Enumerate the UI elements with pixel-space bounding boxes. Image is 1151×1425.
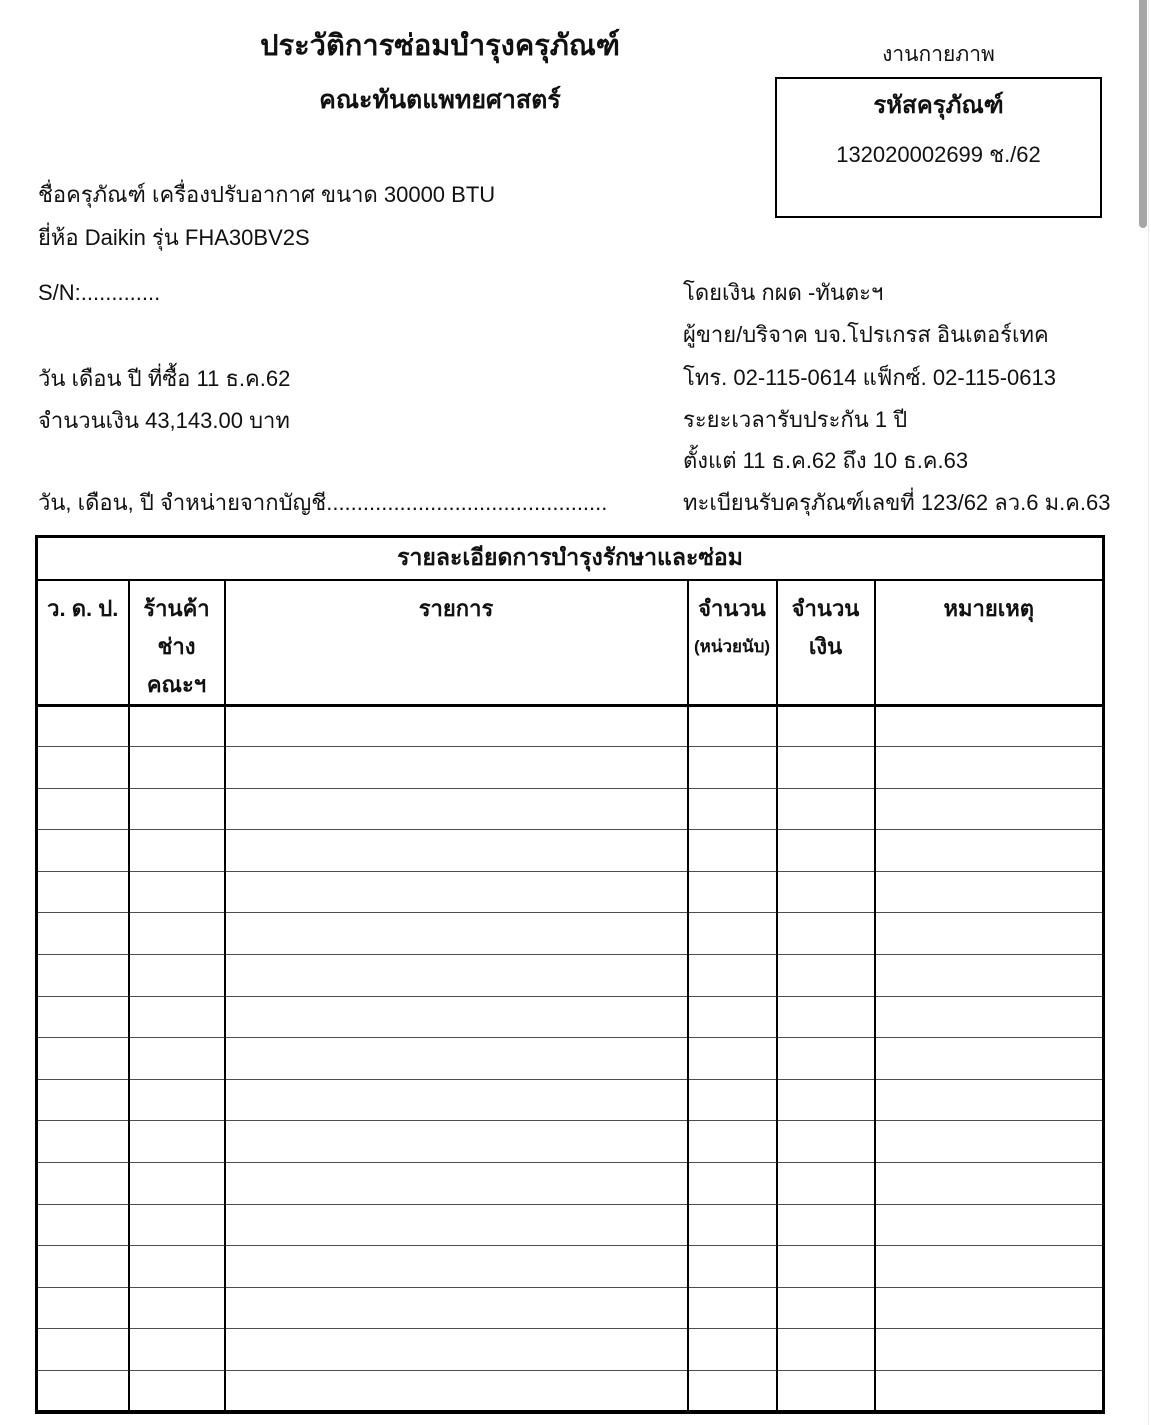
table-cell [875, 705, 1104, 747]
table-cell [225, 788, 688, 830]
table-cell [37, 955, 129, 997]
doc-subtitle: คณะทันตแพทยศาสตร์ [319, 86, 561, 114]
table-row [37, 1163, 1104, 1205]
table-cell [37, 747, 129, 789]
brand-model-line: ยี่ห้อ Daikin รุ่น FHA30BV2S [38, 225, 310, 250]
asset-code-box [775, 77, 1102, 218]
fund-source-line: โดยเงิน กผด -ทันตะฯ [683, 280, 884, 305]
table-cell [777, 788, 875, 830]
serial-number-line: S/N:............. [38, 280, 161, 305]
table-cell [37, 1121, 129, 1163]
table-row [37, 830, 1104, 872]
table-row [37, 1121, 1104, 1163]
section-label: งานกายภาพ [882, 43, 995, 66]
table-cell [225, 705, 688, 747]
table-row [37, 996, 1104, 1038]
table-cell [777, 996, 875, 1038]
table-cell [688, 1246, 777, 1288]
table-row [37, 1371, 1104, 1413]
table-cell [225, 1121, 688, 1163]
table-cell [225, 913, 688, 955]
table-cell [37, 1079, 129, 1121]
table-cell [129, 1204, 225, 1246]
table-cell [875, 1329, 1104, 1371]
table-row [37, 1329, 1104, 1371]
table-cell [688, 1371, 777, 1413]
table-cell [129, 830, 225, 872]
table-cell [129, 705, 225, 747]
table-cell [777, 1163, 875, 1205]
table-cell [225, 1038, 688, 1080]
table-cell [225, 1204, 688, 1246]
table-cell [875, 1371, 1104, 1413]
table-cell [129, 955, 225, 997]
table-cell [37, 705, 129, 747]
table-cell [225, 747, 688, 789]
table-cell [875, 1079, 1104, 1121]
column-header-remark: หมายเหตุ [875, 580, 1104, 706]
disposal-date-line: วัน, เดือน, ปี จำหน่ายจากบัญชี.............................................. [38, 490, 608, 515]
phone-fax-line: โทร. 02-115-0614 แฟ็กซ์. 02-115-0613 [683, 365, 1056, 390]
table-cell [688, 996, 777, 1038]
table-cell [875, 955, 1104, 997]
table-cell [875, 1287, 1104, 1329]
table-cell [225, 996, 688, 1038]
table-cell [875, 1121, 1104, 1163]
table-cell [225, 1246, 688, 1288]
table-cell [37, 788, 129, 830]
table-cell [37, 913, 129, 955]
table-cell [37, 1246, 129, 1288]
column-header-item: รายการ [225, 580, 688, 706]
table-cell [129, 788, 225, 830]
warranty-line: ระยะเวลารับประกัน 1 ปี [683, 407, 908, 432]
column-header-amount: จำนวนเงิน [777, 580, 875, 706]
scrollbar-track[interactable] [1148, 0, 1149, 1425]
table-cell [777, 1079, 875, 1121]
table-cell [225, 955, 688, 997]
table-cell [129, 1121, 225, 1163]
column-header-date: ว. ด. ป. [37, 580, 129, 706]
asset-code-value: 132020002699 ช./62 [836, 142, 1041, 167]
table-row [37, 955, 1104, 997]
table-cell [129, 1079, 225, 1121]
table-cell [37, 1329, 129, 1371]
table-row [37, 1038, 1104, 1080]
table-cell [129, 1371, 225, 1413]
table-cell [688, 788, 777, 830]
table-cell [875, 830, 1104, 872]
table-cell [688, 1163, 777, 1205]
table-title-row [37, 537, 1104, 580]
table-cell [777, 871, 875, 913]
table-cell [225, 1287, 688, 1329]
table-header-row [37, 580, 1104, 706]
table-cell [129, 1163, 225, 1205]
table-row [37, 1204, 1104, 1246]
table-cell [129, 996, 225, 1038]
table-cell [129, 1329, 225, 1371]
table-cell [777, 747, 875, 789]
doc-title: ประวัติการซ่อมบำรุงครุภัณฑ์ [260, 30, 620, 62]
table-cell [688, 1329, 777, 1371]
table-cell [37, 1204, 129, 1246]
table-cell [688, 705, 777, 747]
maintenance-table [35, 535, 1105, 1414]
registration-line: ทะเบียนรับครุภัณฑ์เลขที่ 123/62 ลว.6 ม.ค.63 [683, 490, 1111, 515]
table-cell [37, 1287, 129, 1329]
table-cell [688, 871, 777, 913]
table-cell [875, 1163, 1104, 1205]
maintenance-table-body [37, 705, 1104, 1412]
table-cell [225, 1079, 688, 1121]
table-cell [37, 871, 129, 913]
equipment-name-line: ชื่อครุภัณฑ์ เครื่องปรับอากาศ ขนาด 30000 BTU [38, 182, 496, 207]
warranty-period-line: ตั้งแต่ 11 ธ.ค.62 ถึง 10 ธ.ค.63 [683, 448, 969, 473]
purchase-date-line: วัน เดือน ปี ที่ซื้อ 11 ธ.ค.62 [38, 366, 291, 391]
table-cell [688, 1079, 777, 1121]
table-cell [225, 1329, 688, 1371]
table-row [37, 1246, 1104, 1288]
table-cell [37, 996, 129, 1038]
table-cell [688, 1287, 777, 1329]
table-row [37, 1079, 1104, 1121]
amount-line: จำนวนเงิน 43,143.00 บาท [38, 408, 290, 433]
table-cell [688, 955, 777, 997]
table-cell [688, 913, 777, 955]
table-cell [129, 1038, 225, 1080]
table-cell [129, 747, 225, 789]
column-header-shop: ร้านค้า ช่างคณะฯ [129, 580, 225, 706]
table-row [37, 871, 1104, 913]
table-cell [37, 830, 129, 872]
table-cell [225, 871, 688, 913]
table-title: รายละเอียดการบำรุงรักษาและซ่อม [37, 537, 1104, 580]
table-cell [875, 1246, 1104, 1288]
table-cell [688, 830, 777, 872]
table-cell [777, 705, 875, 747]
table-cell [37, 1163, 129, 1205]
table-cell [875, 913, 1104, 955]
table-cell [129, 1246, 225, 1288]
table-cell [777, 913, 875, 955]
table-cell [688, 747, 777, 789]
table-cell [777, 1121, 875, 1163]
table-cell [688, 1121, 777, 1163]
table-cell [688, 1204, 777, 1246]
table-cell [875, 747, 1104, 789]
table-row [37, 913, 1104, 955]
table-row [37, 747, 1104, 789]
table-cell [777, 1204, 875, 1246]
table-cell [875, 788, 1104, 830]
table-cell [225, 1371, 688, 1413]
table-cell [225, 830, 688, 872]
table-cell [875, 996, 1104, 1038]
table-cell [37, 1038, 129, 1080]
table-cell [688, 1038, 777, 1080]
asset-code-label: รหัสครุภัณฑ์ [873, 92, 1004, 119]
table-row [37, 1287, 1104, 1329]
column-header-quantity: จำนวน (หน่วยนับ) [688, 580, 777, 706]
table-row [37, 705, 1104, 747]
table-cell [777, 1246, 875, 1288]
table-cell [777, 830, 875, 872]
table-row [37, 788, 1104, 830]
table-cell [129, 913, 225, 955]
table-cell [129, 871, 225, 913]
table-cell [777, 955, 875, 997]
table-cell [777, 1329, 875, 1371]
table-cell [875, 1204, 1104, 1246]
table-cell [225, 1163, 688, 1205]
table-cell [777, 1371, 875, 1413]
table-cell [129, 1287, 225, 1329]
table-cell [875, 1038, 1104, 1080]
scrollbar-thumb[interactable] [1139, 0, 1147, 228]
table-cell [37, 1371, 129, 1413]
vendor-line: ผู้ขาย/บริจาค บจ.โปรเกรส อินเตอร์เทค [683, 322, 1049, 347]
table-cell [875, 871, 1104, 913]
table-cell [777, 1038, 875, 1080]
table-cell [777, 1287, 875, 1329]
